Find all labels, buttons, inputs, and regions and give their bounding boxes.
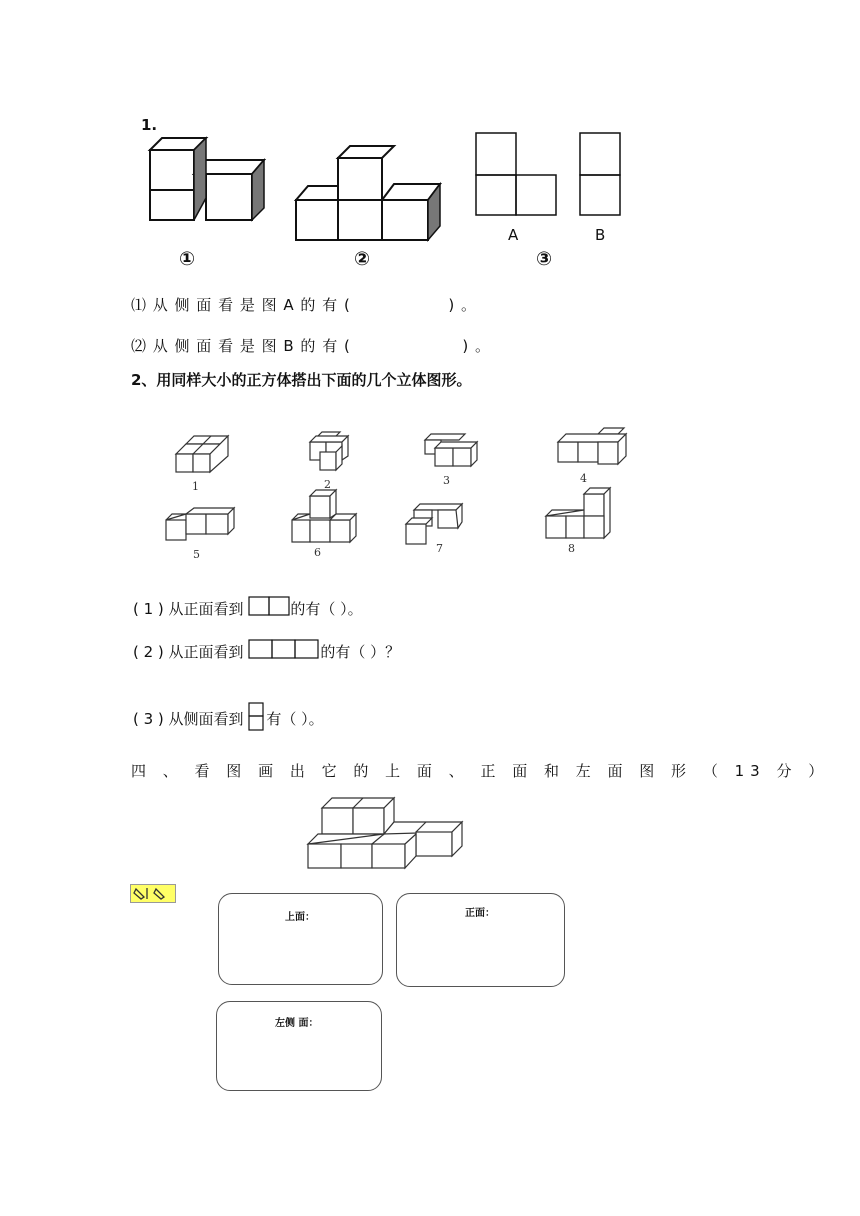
box-left-label: 左侧 面： bbox=[275, 1018, 319, 1029]
question-1-2-suffix: ) 。 bbox=[462, 337, 492, 355]
figure-3-view-b bbox=[579, 132, 623, 218]
question-2-2 bbox=[133, 639, 400, 662]
shape-number-2: 2 bbox=[324, 478, 331, 491]
section4-cube-figure bbox=[306, 796, 466, 870]
pencil-icon bbox=[131, 885, 175, 902]
question-1-1 bbox=[131, 294, 477, 315]
figure-label-2: ② bbox=[354, 248, 371, 270]
figure-label-3: ③ bbox=[536, 248, 553, 270]
question-2-1 bbox=[133, 596, 363, 619]
shape-number-8: 8 bbox=[568, 542, 575, 555]
figure-3-view-a bbox=[475, 132, 559, 218]
answer-box-left-view[interactable] bbox=[216, 1001, 382, 1091]
shape-number-5: 5 bbox=[193, 548, 200, 561]
pencil-icons-badge bbox=[130, 884, 176, 903]
question-2-2-suffix: 的有（ ）？ bbox=[320, 643, 401, 661]
question-1-2-prefix: ⑵ 从 侧 面 看 是 图 B 的 有 ( bbox=[131, 337, 351, 355]
question-2-2-prefix: ( 2 ) 从正面看到 bbox=[133, 643, 244, 661]
question-1-2 bbox=[131, 335, 491, 356]
view-label-a: A bbox=[508, 226, 519, 244]
answer-box-front-view[interactable] bbox=[396, 893, 565, 987]
front-view-2-squares bbox=[248, 596, 290, 616]
front-view-3-squares bbox=[248, 639, 320, 659]
section1-number: 1. bbox=[141, 116, 158, 134]
figure-2-cubes bbox=[294, 144, 444, 244]
question-2-3-suffix: 有（ ）。 bbox=[266, 710, 324, 728]
shape-number-3: 3 bbox=[443, 474, 450, 487]
figure-1-cubes bbox=[148, 136, 273, 224]
shape-number-6: 6 bbox=[314, 546, 321, 559]
shape-number-7: 7 bbox=[436, 542, 443, 555]
section2-title: 2、用同样大小的正方体搭出下面的几个立体图形。 bbox=[131, 371, 472, 389]
view-label-b: B bbox=[595, 226, 606, 244]
question-1-1-prefix: ⑴ 从 侧 面 看 是 图 A 的 有 ( bbox=[131, 296, 351, 314]
question-2-3-prefix: ( 3 ) 从侧面看到 bbox=[133, 710, 244, 728]
question-2-1-prefix: ( 1 ) 从正面看到 bbox=[133, 600, 244, 618]
shape-number-1: 1 bbox=[192, 480, 199, 493]
shape-number-4: 4 bbox=[580, 472, 587, 485]
box-front-label: 正面： bbox=[465, 908, 495, 919]
figure-label-1: ① bbox=[179, 248, 196, 270]
question-1-1-suffix: ) 。 bbox=[448, 296, 477, 314]
box-top-label: 上面： bbox=[285, 912, 315, 923]
cube-shapes-grid bbox=[150, 420, 650, 570]
side-view-stacked-squares bbox=[248, 702, 266, 732]
answer-box-top-view[interactable] bbox=[218, 893, 383, 985]
section4-title: 四 、 看 图 画 出 它 的 上 面 、 正 面 和 左 面 图 形 （ 13 分 ） bbox=[131, 762, 830, 780]
question-2-1-suffix: 的有（ ）。 bbox=[290, 600, 363, 618]
question-2-3 bbox=[133, 702, 324, 732]
